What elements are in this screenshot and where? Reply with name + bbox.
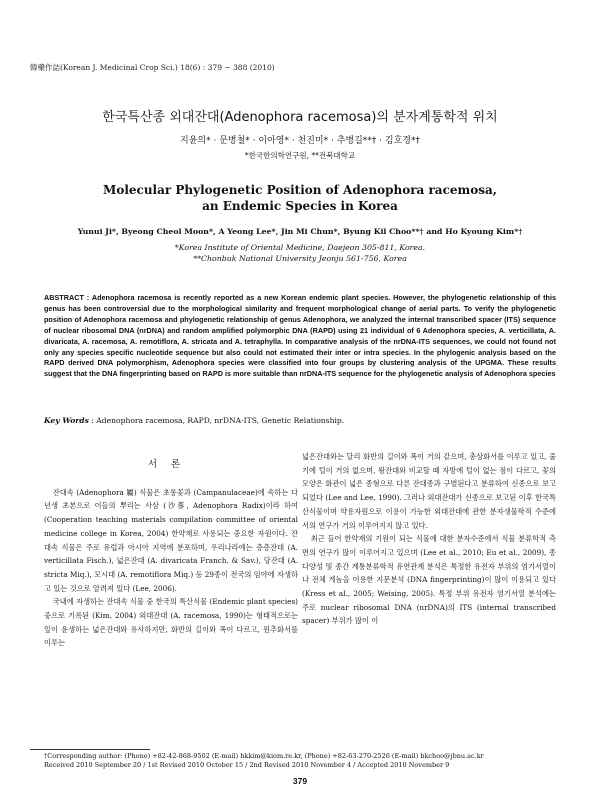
korean-authors: 지윤의* · 문병철* · 이아영* · 천진미* · 추병길**† · 김호경*† xyxy=(180,136,420,146)
section-heading: 서론 xyxy=(147,459,195,470)
page-number: 379 xyxy=(292,776,308,786)
affiliation-1: *Korea Institute of Oriental Medicine, Daejeon 305-811, Korea. xyxy=(174,243,426,252)
received-dates: Received 2010 September 20 / 1st Revised 2010 October 15 / 2nd Revised 2010 November 4 / Accepted 2010 November 9 xyxy=(44,761,450,770)
english-title-line-2: an Endemic Species in Korea xyxy=(202,199,398,213)
english-authors: Yunui Ji*, Byeong Cheol Moon*, A Yeong Lee*, Jin Mi Chun*, Byung Kil Choo**† and Ho Kyoung Kim*† xyxy=(77,227,523,236)
affiliation-2: **Chonbuk National University Jeonju 561-756, Korea xyxy=(193,253,407,263)
keywords-text: : Adenophora racemosa, RAPD, nrDNA-ITS, Genetic Relationship. xyxy=(88,416,345,425)
body-column-right xyxy=(302,450,556,628)
keywords-label: Key Words xyxy=(44,416,89,425)
english-title-line-1: Molecular Phylogenetic Position of Adenophora racemosa, xyxy=(103,183,497,197)
body-column-left xyxy=(44,450,298,650)
abstract: ABSTRACT : Adenophora racemosa is recently reported as a new Korean endemic plant species. However, the phylogenetic relationship of this genus has been controversial due to the morphological similarity and frequent morphological change of aerial parts. To verify the phylogenetic position of Adenophora racemosa and phylogenetic relationship of genus Adenophora, we analyzed the internal transcribed spacer (ITS) sequence of nuclear ribosomal DNA (nrDNA) and random amplified polymorphic DNA (RAPD) using 21 individual of 6 Adenophora species, A. verticillata, A. divaricata, A. racemosa, A. remotiflora, A. stricata and A. tetraphylla. In comparative analysis of the nrDNA-ITS sequences, we could not found not only any species specific nucleotide sequence but also could not estimated their inter or intra species. In the phylogenic analysis based on the RAPD derived DNA polymorphism, Adenophora species were classified into four groups by clustering analysis of the UPGMA. These results suggest that the DNA fingerprinting based on RAPD is more suitable than nrDNA-ITS sequence for the phylogenetic analysis of Adenophora species xyxy=(44,293,556,379)
korean-title: 한국특산종 외대잔대(Adenophora racemosa)의 분자계통학적 위치 xyxy=(102,110,498,125)
footnote xyxy=(44,752,484,771)
body-paragraph: 국내에 자생하는 잔대속 식물 중 한국의 특산식물 (Endemic plant species) 중으로 기록된 (Kim, 2004) 외대잔대 (A. racemosa, 1990)는 형태적으로는 잎이 윤생하는 넓은잔대와 유사하지만, 화반의 길이와 폭이 다르고, 원추화서를 이루는 xyxy=(44,597,298,648)
korean-affiliations: *한국한의학연구원, **전북대학교 xyxy=(244,151,356,160)
footnote-divider xyxy=(30,749,150,750)
journal-header: 韓藥作誌(Korean J. Medicinal Crop Sci.) 18(6) : 379 ~ 388 (2010) xyxy=(30,63,275,72)
english-affiliations xyxy=(0,243,600,264)
keywords xyxy=(44,416,344,425)
body-paragraph: 넓은잔대와는 달리 화반의 길이와 폭이 거의 같으며, 총상화서를 이루고 있고, 줄기에 털이 거의 없으며, 왕잔대와 비교할 때 자방에 털이 없는 점이 다르고, 꽃의 모양은 화관이 넓은 종형으로 다른 잔대종과 구별된다고 분류하여 신종으로 보고되었다 (Lee and Lee, 1990). 그러나 외대잔대가 신종으로 보고된 이후 한국특산식물이며 약용자원으로 이용이 가능한 외대잔대에 관한 분자생물학적 수준에서의 연구가 거의 이루어지지 않고 있다. xyxy=(302,452,556,530)
body-paragraph: 잔대속 (Adenophora 屬) 식물은 초롱꽃과 (Campanulaceae)에 속하는 다년생 초본으로 이들의 뿌리는 사삼 (沙蔘, Adenophora Radix)이라 하여 (Cooperation teaching materials compilation committee of oriental medicine college in Korea, 2004) 한약재로 사용되는 중요한 자원이다. 잔대속 식물은 주로 유럽과 아시아 지역에 분포하며, 우리나라에는 층층잔대 (A. verticillata Fisch.), 넓은잔대 (A. divaricata Franch. & Sav.), 당잔대 (A. stricta Miq.), 모시대 (A. remotiflora Miq.) 등 29종이 전국의 임야에 자생하고 있는 것으로 알려져 있다 (Lee, 2006). xyxy=(44,487,298,593)
corresponding-author: †Corresponding author: (Phone) +82-42-868-9502 (E-mail) hkkim@kiom.re.kr, (Phone) +82-63-270-2526 (E-mail) bkchoo@jbnu.ac.kr xyxy=(44,752,484,760)
english-title xyxy=(0,182,600,214)
body-paragraph: 최근 들어 한약재의 기원이 되는 식물에 대한 분자수준에서 식물 분류학적 측면의 연구가 많이 이루어지고 있으며 (Lee et al., 2010; Eu et al., 2009), 종 다양성 및 종간 계통분류학적 유연관계 분석은 특정한 유전자 부위의 염기서열이나 전체 게놈을 이용한 지문분석 (DNA fingerprinting)이 많이 이용되고 있다 (Kress et al., 2005; Weising, 2005). 특정 부위 유전자 염기서열 분석에는 주로 nuclear ribosomal DNA (nrDNA)의 ITS (internal transcribed spacer) 부위가 많이 이 xyxy=(302,534,556,626)
